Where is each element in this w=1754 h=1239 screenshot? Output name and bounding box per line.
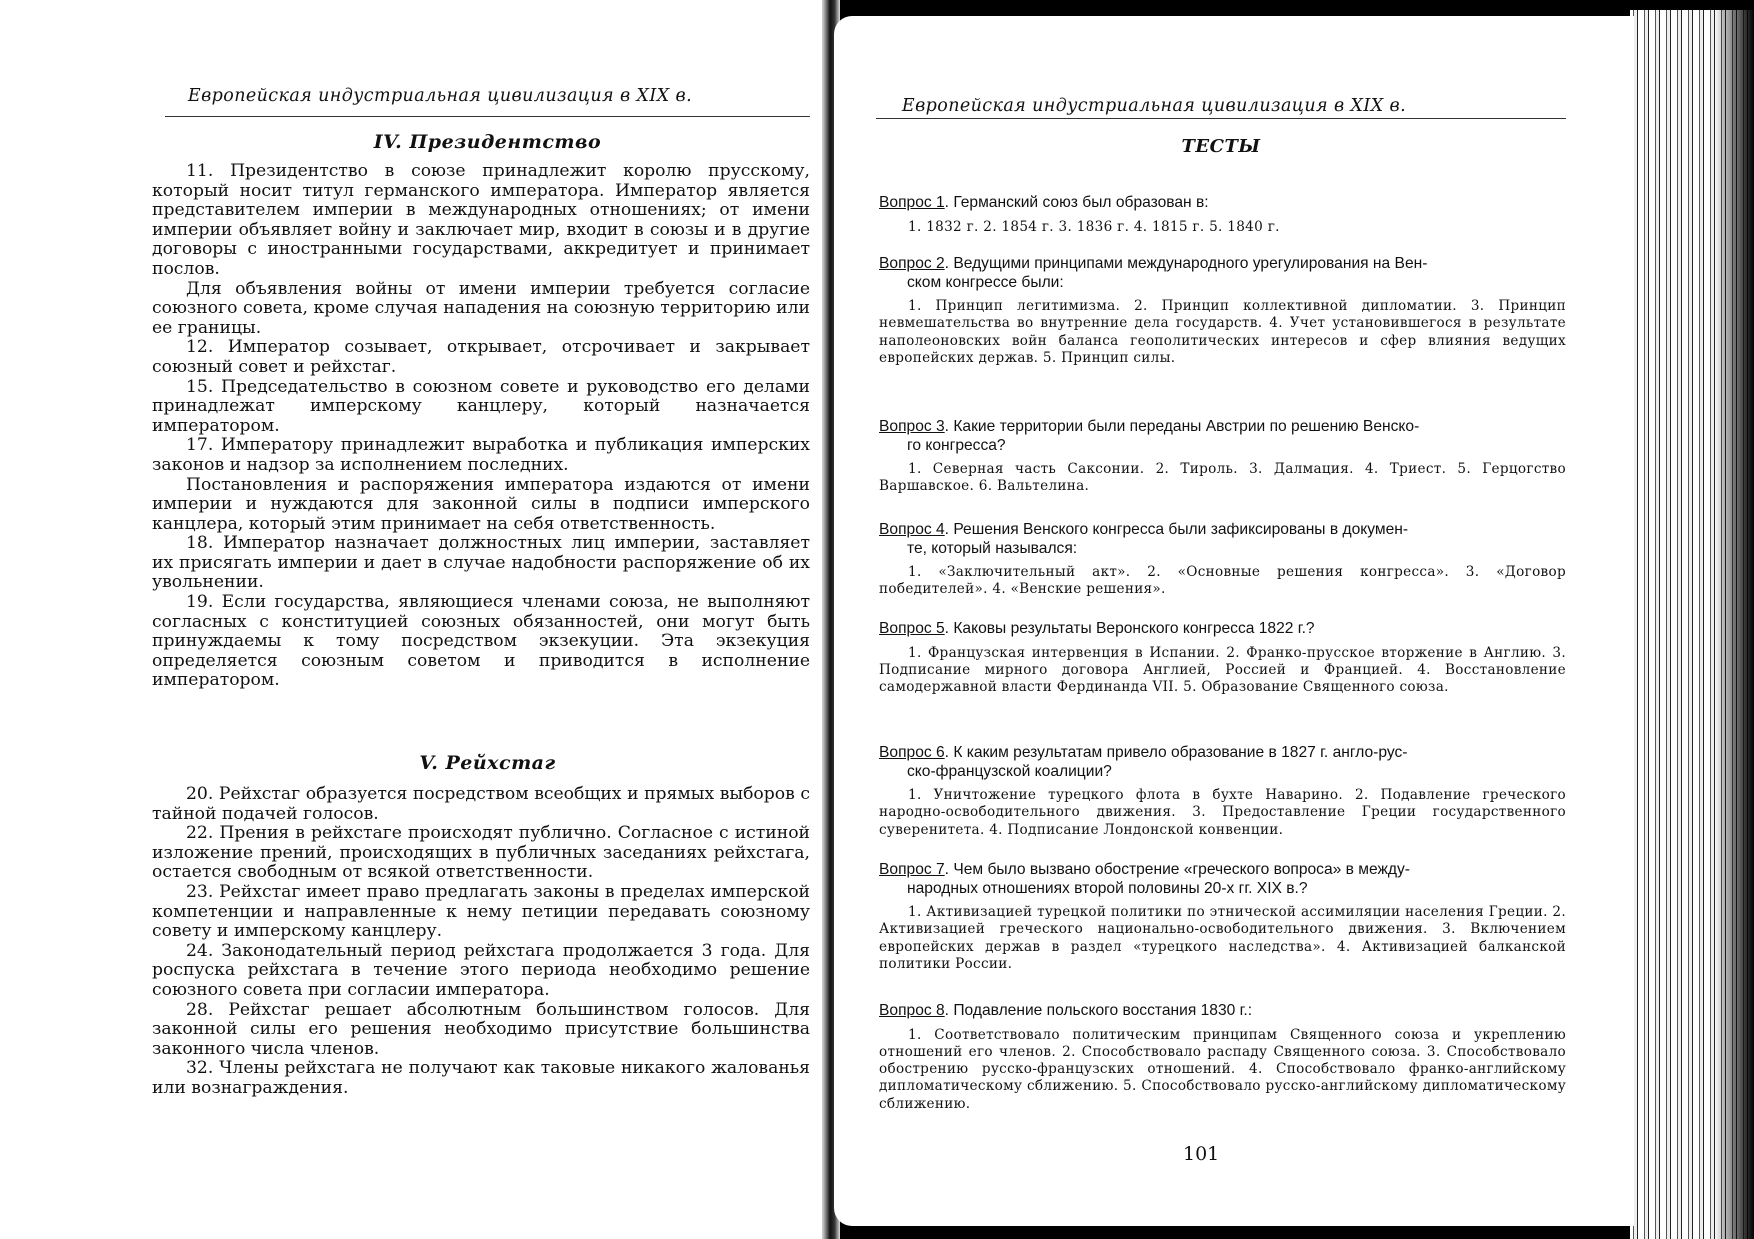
answer-options: 1. Французская интервенция в Испании. 2. Франко-прусское вторжение в Англию. 3. Подписание мирного договора Англией, Россией и Францией. 4. Восстановление самодержавной власти Фердинанда VII. 5. Образование Священного союза. xyxy=(879,644,1566,696)
question-text xyxy=(879,521,1566,558)
right-header-rule xyxy=(876,118,1566,119)
paragraph: Для объявления войны от имени империи требуется согласие союзного совета, кроме случая нападения на союзную территорию или ее границы. xyxy=(152,278,810,338)
question-prompt-continuation: го конгресса? xyxy=(907,436,1006,454)
question-text xyxy=(879,1002,1566,1021)
question-prompt: . Каковы результаты Веронского конгресса 1822 г.? xyxy=(944,620,1315,637)
question-prompt: . К каким результатам привело образование в 1827 г. англо-рус- xyxy=(944,744,1408,761)
question-prompt: . Чем было вызвано обострение «греческого вопроса» в между- xyxy=(944,861,1411,878)
question-text xyxy=(879,620,1566,639)
question-label: Вопрос 3 xyxy=(879,418,945,435)
question-block xyxy=(879,521,1566,599)
question-label: Вопрос 1 xyxy=(879,194,945,211)
paragraph: 12. Император созывает, открывает, отсрочивает и закрывает союзный совет и рейхстаг. xyxy=(152,337,810,377)
left-running-head: Европейская индустриальная цивилизация в XIX в. xyxy=(187,86,693,106)
question-prompt-continuation: народных отношениях второй половины 20-х гг. XIX в.? xyxy=(907,879,1308,897)
question-text xyxy=(879,744,1566,781)
question-label: Вопрос 8 xyxy=(879,1002,945,1019)
paragraph: 20. Рейхстаг образуется посредством всеобщих и прямых выборов с тайной подачей голосов. xyxy=(152,784,810,824)
question-prompt-continuation: те, который назывался: xyxy=(907,539,1078,557)
question-block xyxy=(879,744,1566,839)
answer-options: 1. Северная часть Саксонии. 2. Тироль. 3. Далмация. 4. Триест. 5. Герцогство Варшавское. 6. Вальтелина. xyxy=(879,461,1566,495)
question-prompt: . Германский союз был образован в: xyxy=(944,194,1209,211)
question-block xyxy=(879,1002,1566,1113)
question-label: Вопрос 4 xyxy=(879,521,945,538)
question-label: Вопрос 7 xyxy=(879,861,945,878)
left-page xyxy=(0,0,822,1239)
left-header-rule xyxy=(165,116,810,117)
paragraph: 22. Прения в рейхстаге происходят публично. Согласное с истиной изложение прений, происходящих в публичных заседаниях рейхстага, остается свободным от всякой ответственности. xyxy=(152,823,810,883)
question-text xyxy=(879,861,1566,898)
question-prompt: . Ведущими принципами международного урегулирования на Вен- xyxy=(944,255,1428,272)
section-iv-title: IV. Президентство xyxy=(373,131,602,153)
paragraph: 18. Император назначает должностных лиц империи, заставляет их присягать империи и дает в случае надобности распоряжение об их увольнении. xyxy=(152,533,810,593)
page-number: 101 xyxy=(1183,1143,1220,1165)
question-block xyxy=(879,418,1566,496)
paragraph: 15. Председательство в союзном совете и руководство его делами принадлежат имперскому канцлеру, который назначается императором. xyxy=(152,376,810,436)
paragraph: 11. Президентство в союзе принадлежит королю прусскому, который носит титул германского императора. Император является представителем империи в международных отношениях; от имени империи объявляет войну и заключает мир, входит в союзы и в другие договоры с иностранными государствами, аккредитует и принимает послов. xyxy=(152,161,810,279)
answer-options: 1. Принцип легитимизма. 2. Принцип коллективной дипломатии. 3. Принцип невмешательства во внутренние дела государств. 4. Учет установившегося в результате наполеоновских войн баланса геополитических интересов и сфер влияния ведущих европейских держав. 5. Принцип силы. xyxy=(879,298,1566,366)
question-text xyxy=(879,194,1566,213)
question-prompt: . Решения Венского конгресса были зафиксированы в докумен- xyxy=(944,521,1409,538)
answer-options: 1. Активизацией турецкой политики по этнической ассимиляции населения Греции. 2. Активизацией греческого национально-освободительного движения. 3. Включением европейских держав в раздел «турецкого наследства». 4. Активизацией балканской политики России. xyxy=(879,904,1566,972)
question-text xyxy=(879,255,1566,292)
tests-title: ТЕСТЫ xyxy=(1181,136,1261,157)
right-running-head: Европейская индустриальная цивилизация в XIX в. xyxy=(901,96,1407,116)
question-block xyxy=(879,620,1566,696)
question-block xyxy=(879,861,1566,973)
right-page xyxy=(834,16,1634,1226)
question-prompt-continuation: ском конгрессе были: xyxy=(907,273,1064,291)
paragraph: 23. Рейхстаг имеет право предлагать законы в пределах имперской компетенции и направленные к нему петиции передавать союзному совету и имперскому канцлеру. xyxy=(152,881,810,942)
section-iv-text xyxy=(152,162,810,691)
section-v-text xyxy=(152,785,810,1099)
paragraph: Постановления и распоряжения императора издаются от имени империи и нуждаются для законной силы в подписи имперского канцлера, который этим принимает на себя ответственность. xyxy=(152,474,810,534)
question-block xyxy=(879,194,1566,236)
question-prompt-continuation: ско-французской коалиции? xyxy=(907,762,1112,780)
question-block xyxy=(879,255,1566,367)
paragraph: 19. Если государства, являющиеся членами союза, не выполняют согласных с конституцией союзных обязанностей, они могут быть принуждаемы к тому посредством экзекуции. Эта экзекуция определяется союзным советом и приводится в исполнение императором. xyxy=(152,592,810,691)
page-edges xyxy=(1630,10,1754,1239)
answer-options: 1. Соответствовало политическим принципам Священного союза и укреплению отношений его членов. 2. Способствовало распаду Священного союза. 3. Способствовало обострению русско-французских отношений. 4. Способствовало франко-английскому дипломатическому сближению. 5. Способствовало русско-английскому дипломатическому сближению. xyxy=(879,1026,1566,1112)
question-prompt: . Подавление польского восстания 1830 г.: xyxy=(944,1002,1253,1019)
answer-options: 1. «Заключительный акт». 2. «Основные решения конгресса». 3. «Договор победителей». 4. «Венские решения». xyxy=(879,564,1566,598)
question-label: Вопрос 6 xyxy=(879,744,945,761)
paragraph: 17. Императору принадлежит выработка и публикация имперских законов и надзор за исполнением последних. xyxy=(152,435,810,475)
answer-options: 1. 1832 г. 2. 1854 г. 3. 1836 г. 4. 1815 г. 5. 1840 г. xyxy=(908,218,1280,235)
question-label: Вопрос 5 xyxy=(879,620,945,637)
section-v-title: V. Рейхстаг xyxy=(419,752,556,774)
paragraph: 32. Члены рейхстага не получают как таковые никакого жалованья или вознаграждения. xyxy=(152,1058,810,1098)
question-text xyxy=(879,418,1566,455)
paragraph: 24. Законодательный период рейхстага продолжается 3 года. Для роспуска рейхстага в течение этого периода необходимо решение союзного совета при согласии императора. xyxy=(152,940,810,1000)
answer-options: 1. Уничтожение турецкого флота в бухте Наварино. 2. Подавление греческого народно-освободительного движения. 3. Предоставление Греции государственного суверенитета. 4. Подписание Лондонской конвенции. xyxy=(879,787,1566,838)
question-label: Вопрос 2 xyxy=(879,255,945,272)
question-prompt: . Какие территории были переданы Австрии по решению Венско- xyxy=(944,418,1420,435)
paragraph: 28. Рейхстаг решает абсолютным большинством голосов. Для законной силы его решения необходимо присутствие большинства законного числа членов. xyxy=(152,999,810,1059)
